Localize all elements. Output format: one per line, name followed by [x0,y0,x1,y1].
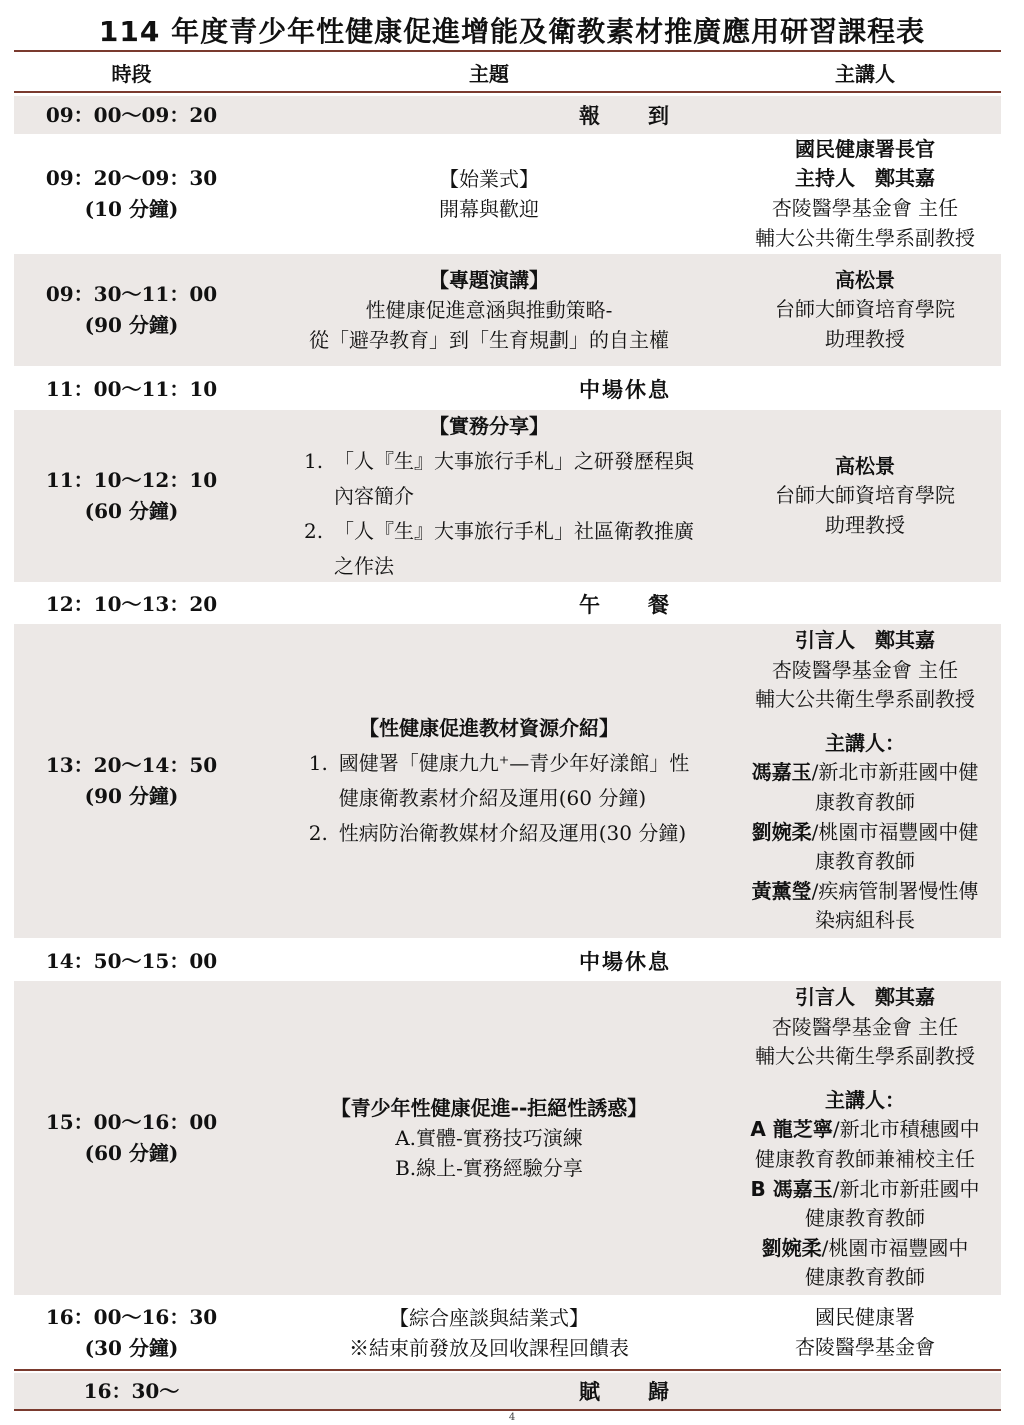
row-duration: (60 分鐘) [84,499,179,523]
row-span-label: 報 到 [579,104,671,128]
list-item [304,444,694,479]
speaker-prefix: A [750,1117,773,1142]
speaker-entry [729,1115,1001,1145]
speakers-label: 主講人： [825,730,905,755]
topic-line: B.線上-實務經驗分享 [395,1156,583,1180]
row-span-label: 中場休息 [579,950,671,974]
item-number: 1. [308,751,328,775]
speaker-entry [729,818,1001,848]
speaker-line: 助理教授 [825,512,905,537]
topic-line: A.實體-實務技巧演練 [395,1126,583,1150]
topic-list [289,746,690,851]
row-duration: (10 分鐘) [84,197,179,221]
row-time: 14：50～15：00 [45,948,218,973]
header-rule [14,91,1001,93]
row-time: 16：30～ [83,1378,180,1403]
schedule-row-break [14,370,1001,408]
page-number: 4 [508,1412,516,1423]
speaker-line: 杏陵醫學基金會 [795,1335,935,1359]
list-item [309,746,690,781]
item-text: 「人『生』大事旅行手札」之研發歷程與 [334,448,694,473]
speaker-name: 劉婉柔 [751,819,812,844]
schedule-row-dismissal [14,1373,1001,1409]
speaker-name: 高松景 [835,453,895,478]
topic-line: 開幕與歡迎 [439,197,539,221]
speaker-desc: /桃園市福豐國中健 [811,819,979,844]
speaker-entry [729,1234,1001,1264]
speaker-desc: /疾病管制署慢性傳 [811,878,979,903]
speaker-line: 台師大師資培育學院 [775,483,955,508]
row-duration: (90 分鐘) [84,784,179,808]
item-number: 2. [304,518,324,543]
row-topic-cell [249,981,729,1295]
row-time-cell [14,624,249,938]
row-topic-cell [249,136,729,252]
topic-list [284,444,694,584]
intro-line: 引言人 鄭其嘉 [795,985,935,1010]
row-time-cell [14,254,249,366]
row-time: 15：00～16：00 [45,1110,218,1134]
spacer [729,715,1001,729]
speaker-desc-cont: 康教育教師 [815,849,915,874]
row-span-label: 賦 歸 [579,1380,671,1404]
speaker-desc: /新北市新莊國中健 [811,760,979,785]
row-time-cell [14,981,249,1295]
speaker-name: 馮嘉玉 [772,1176,833,1201]
row-topic-cell [249,1300,729,1366]
intro-line: 輔大公共衛生學系副教授 [755,1044,975,1069]
schedule-row-practice [14,410,1001,582]
schedule-row-keynote [14,254,1001,366]
row-time: 16：00～16：30 [45,1305,218,1329]
speaker-name: 馮嘉玉 [751,760,812,785]
schedule-row-refusal [14,981,1001,1295]
spacer [729,1072,1001,1086]
row-time-cell [14,410,249,582]
bottom-rule-top [14,1369,1001,1371]
speaker-name: 龍芝寧 [772,1117,833,1142]
row-speaker-cell [729,136,1001,252]
schedule-row-closing [14,1300,1001,1366]
header-topic: 主題 [469,62,509,86]
speaker-entry [729,877,1001,907]
topic-title: 【專題演講】 [429,268,549,292]
row-topic-cell [249,624,729,938]
speaker-name: 高松景 [835,267,895,292]
topic-title: 【實務分享】 [429,413,549,438]
bottom-rule [14,1409,1001,1411]
row-time: 11：10～12：10 [45,468,218,492]
topic-title: 【綜合座談與結業式】 [389,1306,589,1330]
row-span-label: 午 餐 [579,593,671,617]
schedule-row-resources [14,624,1001,938]
item-text-cont: 之作法 [334,553,394,578]
item-text: 國健署「健康九九⁺—青少年好漾館」性 [338,751,690,775]
speaker-line: 杏陵醫學基金會 主任 [771,196,959,220]
schedule-row-break-2 [14,942,1001,980]
speaker-line: 輔大公共衛生學系副教授 [755,225,975,250]
speaker-name: 劉婉柔 [761,1235,822,1260]
row-speaker-cell [729,254,1001,366]
topic-line: ※結束前發放及回收課程回饋表 [349,1336,629,1360]
speaker-line: 主持人 鄭其嘉 [795,166,935,191]
item-text: 「人『生』大事旅行手札」社區衛教推廣 [334,518,694,543]
row-time: 09：20～09：30 [45,166,218,190]
schedule-row-checkin [14,96,1001,134]
list-item [304,514,694,549]
row-time-cell [14,136,249,252]
speaker-desc-cont: 康教育教師 [815,790,915,814]
speaker-line: 助理教授 [825,326,905,351]
list-item [309,816,690,851]
item-number: 1. [304,448,324,473]
speaker-desc: /桃園市福豐國中 [821,1235,969,1260]
row-topic-cell [249,410,729,582]
speaker-prefix: B [750,1176,773,1201]
row-time-cell [14,1300,249,1366]
row-speaker-cell [729,1300,1001,1366]
title-rule [14,50,1001,52]
item-text-cont: 健康衛教素材介紹及運用(60 分鐘) [338,786,647,810]
row-duration: (60 分鐘) [84,1141,179,1165]
speaker-name: 黃薰瑩 [751,878,812,903]
row-time: 11：00～11：10 [45,376,218,401]
speakers-label: 主講人： [825,1087,905,1112]
row-time: 13：20～14：50 [45,753,218,777]
row-time: 12：10～13：20 [45,591,218,616]
speaker-desc-cont: 健康教育教師兼補校主任 [755,1147,975,1171]
speaker-entry [729,758,1001,788]
intro-line: 引言人 鄭其嘉 [795,628,935,653]
topic-title: 【始業式】 [439,167,539,191]
item-text: 性病防治衛教媒材介紹及運用(30 分鐘) [338,821,687,845]
speaker-line: 國民健康署 [815,1305,915,1330]
intro-line: 杏陵醫學基金會 主任 [771,657,959,682]
intro-line: 杏陵醫學基金會 主任 [771,1014,959,1039]
row-speaker-cell [729,410,1001,582]
speaker-line: 台師大師資培育學院 [775,297,955,322]
speaker-desc: /新北市新莊國中 [832,1176,980,1201]
row-speaker-cell [729,624,1001,938]
speaker-desc-cont: 健康教育教師 [805,1265,925,1290]
topic-line: 性健康促進意涵與推動策略- [365,298,613,322]
header-speaker: 主講人 [835,62,895,86]
row-time: 09：00～09：20 [45,102,218,127]
topic-title: 【青少年性健康促進--拒絕性誘惑】 [330,1096,648,1120]
speaker-desc: /新北市積穗國中 [832,1117,980,1142]
row-duration: (30 分鐘) [84,1336,179,1360]
schedule-row-lunch [14,585,1001,623]
item-number: 2. [308,821,328,845]
row-topic-cell [249,254,729,366]
speaker-desc-cont: 染病組科長 [815,908,915,933]
row-duration: (90 分鐘) [84,313,179,337]
speaker-line: 國民健康署長官 [795,136,935,161]
row-time: 09：30～11：00 [45,282,218,306]
speaker-entry [729,1175,1001,1205]
item-text-cont: 內容簡介 [334,483,414,508]
row-span-label: 中場休息 [579,378,671,402]
topic-line: 從「避孕教育」到「生育規劃」的自主權 [309,328,669,352]
header-time: 時段 [111,62,152,86]
page-title: 114 年度青少年性健康促進增能及衛教素材推廣應用研習課程表 [98,15,926,48]
topic-title: 【性健康促進教材資源介紹】 [359,716,619,740]
row-speaker-cell [729,981,1001,1295]
intro-line: 輔大公共衛生學系副教授 [755,687,975,712]
schedule-row-opening [14,136,1001,252]
speaker-desc-cont: 健康教育教師 [805,1206,925,1231]
